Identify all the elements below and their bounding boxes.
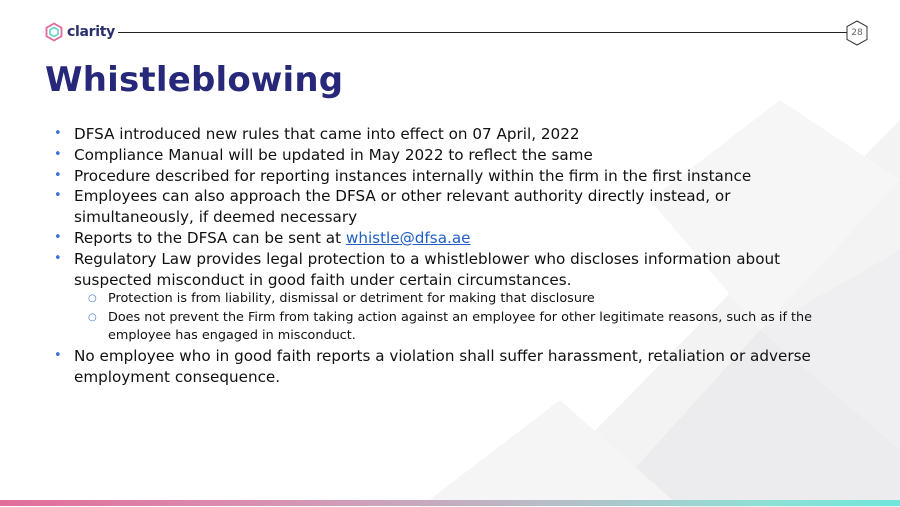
bullet-item: • Procedure described for reporting instances internally within the firm in the first instance xyxy=(54,166,834,187)
email-link[interactable]: whistle@dfsa.ae xyxy=(345,228,471,247)
hexagon-logo-icon xyxy=(44,22,64,42)
bullet-item: • No employee who in good faith reports a violation shall suffer harassment, retaliation or adverse employment consequence. xyxy=(54,346,834,388)
sub-bullet-list xyxy=(74,290,834,346)
bullet-item: • Employees can also approach the DFSA or other relevant authority directly instead, or simultaneously, if deemed necessary xyxy=(54,186,834,228)
header-rule xyxy=(118,32,848,33)
sub-bullet-item: ○ Does not prevent the Firm from taking action against an employee for other legitimate reasons, such as if the employee has engaged in misconduct. xyxy=(88,309,834,346)
bullet-item-regulatory xyxy=(54,249,834,346)
bullet-list xyxy=(54,124,834,387)
clarity-logo xyxy=(44,22,115,42)
regulatory-text: Regulatory Law provides legal protection to a whistleblower who discloses information about suspected misconduct in good faith under certain circumstances. xyxy=(74,249,781,289)
logo-text: clarity xyxy=(67,24,115,40)
bullet-item-reports xyxy=(54,228,834,249)
slide-title: Whistleblowing xyxy=(45,60,344,100)
bullet-item: • Compliance Manual will be updated in May 2022 to reflect the same xyxy=(54,145,834,166)
slide-content xyxy=(54,124,834,387)
page-number: 28 xyxy=(851,28,863,38)
bullet-item: • DFSA introduced new rules that came into effect on 07 April, 2022 xyxy=(54,124,834,145)
slide-header xyxy=(0,0,900,60)
bottom-gradient-bar xyxy=(0,500,900,506)
reports-text: Reports to the DFSA can be sent at xyxy=(74,228,346,247)
sub-bullet-item: ○ Protection is from liability, dismissal or detriment for making that disclosure xyxy=(88,290,834,309)
page-number-badge xyxy=(845,20,869,46)
